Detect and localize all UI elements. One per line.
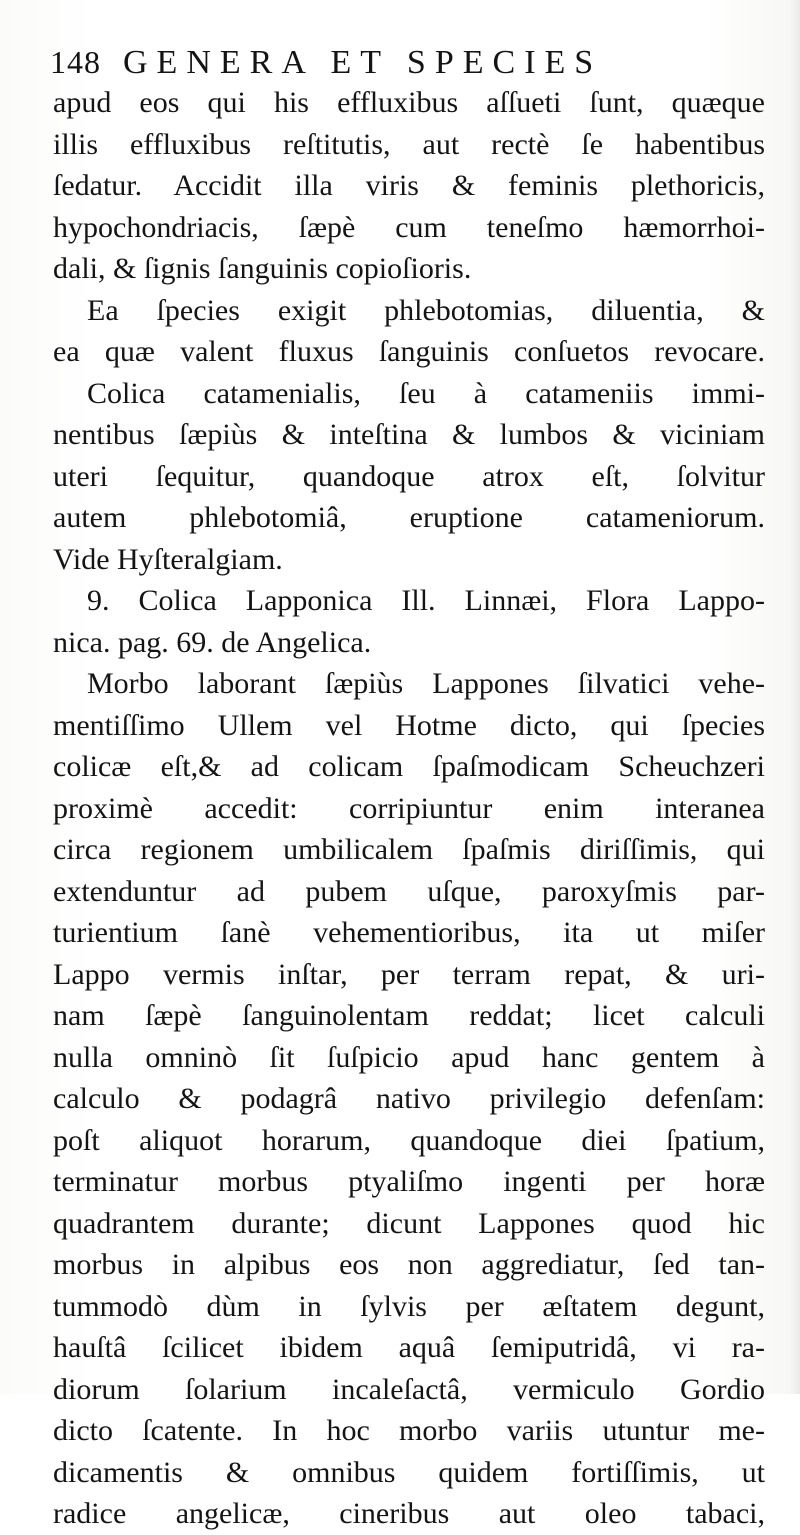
text-line: Colica catamenialis, ſeu à catameniis immi- [87,376,765,410]
text-line: Morbo laborant ſæpiùs Lappones ſilvatici vehe- [87,667,765,700]
text-line: hypochondriacis, ſæpè cum teneſmo hæmorrhoi- [53,210,765,244]
text-line: morbus in alpibus eos non aggrediatur, ſed tan- [53,1248,765,1281]
text-line: turientium ſanè vehementioribus, ita ut miſer [53,916,765,949]
text-line: quadrantem durante; dicunt Lappones quod hic [53,1206,765,1240]
text-line: mentiſſimo Ullem vel Hotme dicto, qui ſpecies [53,708,765,742]
text-line: Ea ſpecies exigit phlebotomias, diluentia, & [87,293,765,327]
page-header [50,40,770,84]
page-edge-shadow [790,0,800,1394]
text-line: tummodò dùm in ſylvis per æſtatem degunt, [53,1289,765,1323]
text-line: dicto ſcatente. In hoc morbo variis utuntur me- [53,1414,765,1447]
text-line: hauſtâ ſcilicet ibidem aquâ ſemiputridâ, vi ra- [53,1331,765,1364]
text-line: nentibus ſæpiùs & inteſtina & lumbos & viciniam [53,418,765,451]
text-line: ſedatur. Accidit illa viris & feminis plethoricis, [53,169,765,202]
text-line: diorum ſolarium incaleſactâ, vermiculo Gordio [53,1372,765,1406]
text-line: autem phlebotomiâ, eruptione catameniorum. [53,501,765,534]
running-head: GENERA ET SPECIES [123,44,603,81]
body-text [53,82,765,1535]
text-line: illis effluxibus reſtitutis, aut rectè ſe habentibus [53,127,765,161]
text-line: uteri ſequitur, quandoque atrox eſt, ſolvitur [53,459,765,493]
text-line: nam ſæpè ſanguinolentam reddat; licet calculi [53,999,765,1032]
text-line: calculo & podagrâ nativo privilegio defenſam: [53,1082,765,1115]
text-line: Lappo vermis inſtar, per terram repat, & uri- [53,957,765,991]
page-number: 148 [50,44,101,80]
text-line: poſt aliquot horarum, quandoque diei ſpatium, [53,1123,765,1157]
text-line: nulla omninò ſit ſuſpicio apud hanc gentem à [53,1040,765,1074]
text-line: Vide Hyſteralgiam. [53,542,283,576]
text-line: dicamentis & omnibus quidem fortiſſimis, ut [53,1455,765,1489]
text-line: proximè accedit: corripiuntur enim interanea [53,791,765,825]
text-line: colicæ eſt,& ad colicam ſpaſmodicam Scheuchzeri [53,750,765,783]
text-line: apud eos qui his effluxibus aſſueti ſunt, quæque [53,86,765,119]
section-heading-line: nica. pag. 69. de Angelica. [53,625,372,659]
text-line: dali, & ſignis ſanguinis copioſioris. [53,252,472,285]
text-line: ea quæ valent fluxus ſanguinis conſuetos revocare. [53,335,765,368]
text-line: terminatur morbus ptyaliſmo ingenti per horæ [53,1165,765,1198]
text-line: circa regionem umbilicalem ſpaſmis diriſſimis, qui [53,833,765,866]
section-heading-line: 9. Colica Lapponica Ill. Linnæi, Flora Lappo- [87,584,765,617]
text-line: extenduntur ad pubem uſque, paroxyſmis par- [53,874,765,908]
text-line: radice angelicæ, cineribus aut oleo tabaci, [53,1497,765,1530]
